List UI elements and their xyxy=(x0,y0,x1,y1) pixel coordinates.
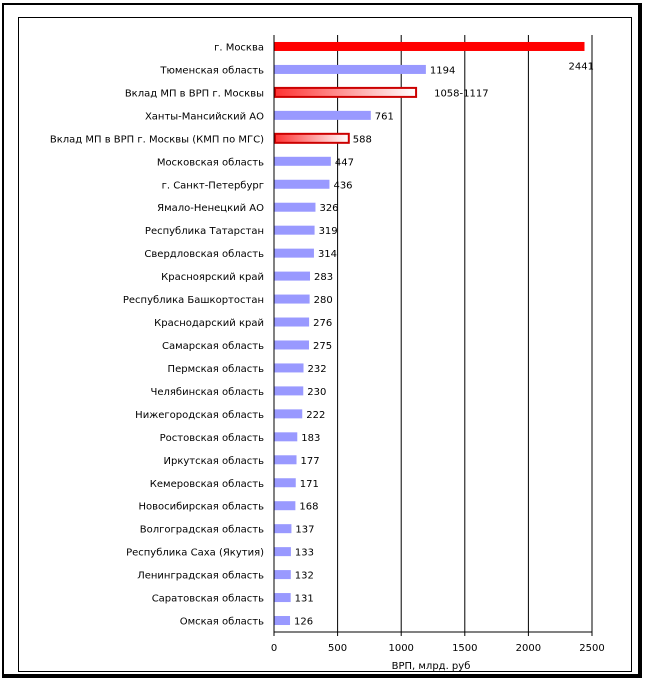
bar xyxy=(274,318,309,327)
x-tick-label: 2000 xyxy=(515,643,542,654)
category-label: Нижегородская область xyxy=(135,409,264,421)
bar xyxy=(274,42,584,51)
value-label: 133 xyxy=(294,547,315,559)
bar xyxy=(274,226,315,235)
bar xyxy=(274,616,290,625)
x-axis-title: ВРП, млрд. руб xyxy=(391,661,471,672)
value-label: 276 xyxy=(313,318,333,330)
category-label: г. Санкт-Петербург xyxy=(161,180,264,192)
category-label: Челябинская область xyxy=(150,386,264,398)
value-label: 447 xyxy=(334,157,354,169)
bar xyxy=(274,501,295,510)
bar xyxy=(274,478,296,487)
value-label: 280 xyxy=(313,295,333,307)
category-label: Московская область xyxy=(156,157,264,169)
category-label: Новосибирская область xyxy=(138,501,264,513)
bar xyxy=(275,88,416,97)
grid-lines xyxy=(338,35,592,632)
category-label: Ростовская область xyxy=(159,432,264,444)
bar xyxy=(274,157,331,166)
value-label: 126 xyxy=(294,616,314,628)
bar xyxy=(274,593,291,602)
value-label: 132 xyxy=(294,570,314,582)
bar xyxy=(274,570,291,579)
value-label: 222 xyxy=(306,409,326,421)
bar xyxy=(274,249,314,258)
category-label: Волгоградская область xyxy=(139,524,264,536)
bar xyxy=(274,409,302,418)
value-label: 588 xyxy=(352,134,372,146)
bar xyxy=(274,295,310,304)
category-label: Тюменская область xyxy=(160,65,264,77)
x-tick-label: 2500 xyxy=(579,643,605,654)
bar xyxy=(274,524,291,533)
category-label: Ханты-Мансийский АО xyxy=(144,111,264,123)
category-label: Вклад МП в ВРП г. Москвы xyxy=(124,88,264,100)
bar xyxy=(274,203,315,212)
bar xyxy=(274,547,291,556)
value-label: 1058-1117 xyxy=(434,88,489,100)
x-tick-label: 0 xyxy=(270,643,278,654)
bar xyxy=(275,134,349,143)
bar xyxy=(274,386,303,395)
value-label: 314 xyxy=(317,249,338,261)
value-label: 319 xyxy=(318,226,338,238)
x-tick-label: 1500 xyxy=(452,643,478,654)
category-labels xyxy=(50,42,264,627)
category-label: Краснодарский край xyxy=(154,318,264,330)
category-label: Самарская область xyxy=(161,340,264,352)
category-label: Республика Саха (Якутия) xyxy=(126,547,264,559)
bar xyxy=(274,111,371,120)
category-label: Ленинградская область xyxy=(137,570,264,582)
category-label: Саратовская область xyxy=(151,593,264,605)
category-label: Свердловская область xyxy=(144,249,264,261)
category-label: Ямало-Ненецкий АО xyxy=(157,203,264,215)
value-label: 171 xyxy=(299,478,319,490)
bar xyxy=(274,340,309,349)
bar xyxy=(274,455,297,464)
x-tick-label: 500 xyxy=(328,643,348,654)
category-label: Вклад МП в ВРП г. Москвы (КМП по МГС) xyxy=(49,134,264,146)
bars xyxy=(274,42,584,625)
value-label: 283 xyxy=(313,272,334,284)
value-label: 230 xyxy=(307,386,327,398)
value-label: 177 xyxy=(300,455,320,467)
value-label: 326 xyxy=(319,203,339,215)
value-label: 137 xyxy=(295,524,315,536)
bar xyxy=(274,272,310,281)
category-label: Республика Башкортостан xyxy=(122,295,264,307)
value-label: 183 xyxy=(301,432,321,444)
category-label: Кемеровская область xyxy=(149,478,264,490)
value-label: 2441 xyxy=(568,61,594,73)
bar xyxy=(274,363,304,372)
category-label: Пермская область xyxy=(167,363,264,375)
value-label: 1194 xyxy=(429,65,456,77)
value-labels xyxy=(294,61,594,627)
value-label: 275 xyxy=(312,340,333,352)
value-label: 232 xyxy=(307,363,327,375)
category-label: г. Москва xyxy=(214,42,264,54)
bar xyxy=(274,432,297,441)
value-label: 131 xyxy=(294,593,314,605)
bar xyxy=(274,65,426,74)
category-label: Республика Татарстан xyxy=(144,226,264,238)
value-label: 168 xyxy=(299,501,319,513)
category-label: Красноярский край xyxy=(161,272,264,284)
category-label: Иркутская область xyxy=(163,455,264,467)
x-tick-label: 1000 xyxy=(388,643,414,654)
value-label: 436 xyxy=(333,180,353,192)
category-label: Омская область xyxy=(179,616,264,628)
value-label: 761 xyxy=(374,111,394,123)
bar xyxy=(274,180,329,189)
